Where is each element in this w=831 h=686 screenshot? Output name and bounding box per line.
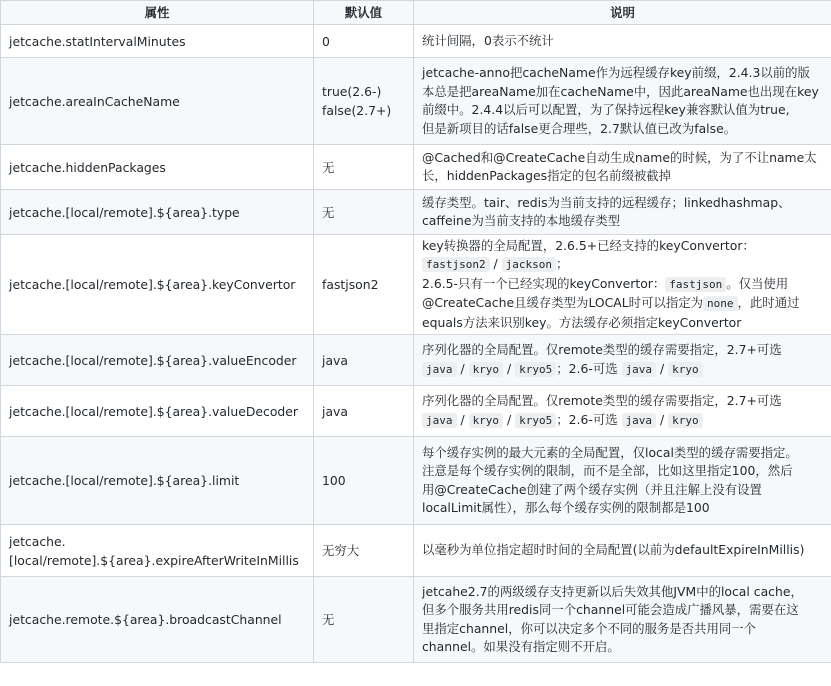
code-token: none [703,296,738,311]
table-row [1,145,831,190]
code-token: kryo [469,413,504,428]
default-cell: 无 [314,145,414,190]
description-line [422,275,823,295]
code-token: jackson [502,257,556,272]
table-row [1,335,831,386]
separator: / [656,360,669,376]
property-cell: jetcache.[local/remote].${area}.keyConvertor [1,235,314,335]
description-line: @Cached和@CreateCache自动生成name的时候，为了不让name太 [422,149,817,165]
code-token: kryo5 [515,413,556,428]
description-line: caffeine为当前支持的本地缓存类型 [422,213,621,228]
description-line [422,360,823,380]
property-line: [local/remote].${area}.expireAfterWriteInMillis [9,552,299,568]
description-cell [414,437,831,525]
table-row [1,577,831,663]
property-cell: jetcache.[local/remote].${area}.type [1,190,314,235]
description-line: 统计间隔，0表示不统计 [422,32,554,48]
text-run: 2.6.5-只有一个已经实现的keyConvertor： [422,275,666,291]
text-run: ，此时通过 [737,295,800,311]
description-line [422,294,823,314]
header-description: 说明 [414,1,831,25]
table-row [1,25,831,58]
description-cell [414,235,831,335]
description-line: 里指定channel，你可以决定多个不同的服务是否共用同一个 [422,620,757,636]
default-cell: 无穷大 [314,525,414,577]
code-token: java [622,362,657,377]
description-line: 序列化器的全局配置。仅remote类型的缓存需要指定，2.7+可选 [422,342,782,357]
code-token: java [622,413,657,428]
table-row [1,235,831,335]
code-token: java [422,362,457,377]
property-line: jetcache. [9,533,66,549]
default-cell [314,58,414,145]
table-row [1,525,831,577]
default-cell: fastjson2 [314,235,414,335]
property-cell: jetcache.[local/remote].${area}.valueDecoder [1,386,314,437]
description-line: 但是新项目的话false更合理些，2.7默认值已改为false。 [422,120,737,136]
description-line: jetcache-anno把cacheName作为远程缓存key前缀，2.4.3以前的版 [422,65,810,80]
code-token: kryo5 [515,362,556,377]
default-line: true(2.6-) [322,84,382,99]
code-token: kryo [469,362,504,377]
separator: / [456,411,469,427]
property-cell: jetcache.remote.${area}.broadcastChannel [1,577,314,663]
description-line: jetcahe2.7的两级缓存支持更新以后失效其他JVM中的local cache， [422,583,803,599]
description-line: 缓存类型。tair、redis为当前支持的远程缓存；linkedhashmap、 [422,194,791,210]
description-line: 序列化器的全局配置。仅remote类型的缓存需要指定，2.7+可选 [422,393,782,408]
code-token: fastjson2 [422,257,490,272]
description-line: equals方法来识别key。方法缓存必须指定keyConvertor [422,314,742,330]
header-property: 属性 [1,1,314,25]
code-token: java [422,413,457,428]
separator: / [656,411,669,427]
description-line: localLimit属性），那么每个缓存实例的限制都是100 [422,500,710,515]
description-cell [414,335,831,386]
separator: / [456,360,469,376]
text-run: 。仅当使用 [726,275,789,291]
code-token: fastjson [665,277,726,292]
description-line [422,255,823,275]
property-cell: jetcache.hiddenPackages [1,145,314,190]
default-cell: 0 [314,25,414,58]
description-line: 本总是把areaName加在cacheName中，因此areaName也出现在key [422,83,819,99]
property-cell: jetcache.areaInCacheName [1,58,314,145]
property-cell: jetcache.[local/remote].${area}.limit [1,437,314,525]
separator: ； [556,256,569,272]
description-line: 注意是每个缓存实例的限制，而不是全部，比如这里指定100，然后 [422,463,793,478]
description-line: 用@CreateCache创建了两个缓存实例（并且注解上没有设置 [422,481,762,497]
default-cell: java [314,335,414,386]
description-line: channel。如果没有指定则不开启。 [422,639,620,654]
description-cell [414,58,831,145]
description-cell [414,145,831,190]
text-run: ；2.6-可选 [556,411,618,427]
description-line: 以毫秒为单位指定超时时间的全局配置(以前为defaultExpireInMillis) [422,542,805,558]
default-cell: 无 [314,190,414,235]
text-run: ；2.6-可选 [556,360,618,376]
property-cell: jetcache.statIntervalMinutes [1,25,314,58]
description-line: 但多个服务共用redis同一个channel可能会造成广播风暴，需要在这 [422,602,799,617]
description-cell [414,386,831,437]
default-cell: 100 [314,437,414,525]
table-row [1,386,831,437]
default-cell: 无 [314,577,414,663]
description-cell [414,577,831,663]
header-default: 默认值 [314,1,414,25]
description-cell [414,25,831,58]
description-line: 长，hiddenPackages指定的包名前缀被截掉 [422,168,672,183]
description-line: 前缀中。2.4.4以后可以配置，为了保持远程key兼容默认值为true, [422,102,790,117]
description-cell [414,525,831,577]
description-cell [414,190,831,235]
table-header-row [1,1,831,25]
separator: / [503,411,516,427]
table-row [1,58,831,145]
property-cell: jetcache.[local/remote].${area}.valueEncoder [1,335,314,386]
property-cell [1,525,314,577]
description-line: 每个缓存实例的最大元素的全局配置，仅local类型的缓存需要指定。 [422,444,798,460]
code-token: kryo [668,413,703,428]
table-row [1,190,831,235]
description-line [422,411,823,431]
text-run: @CreateCache且缓存类型为LOCAL时可以指定为 [422,295,704,311]
default-line: false(2.7+) [322,103,392,118]
code-token: kryo [668,362,703,377]
separator: / [503,360,516,376]
description-line: key转换器的全局配置，2.6.5+已经支持的keyConvertor： [422,237,755,253]
table-row [1,437,831,525]
default-cell: java [314,386,414,437]
separator: / [489,256,502,272]
